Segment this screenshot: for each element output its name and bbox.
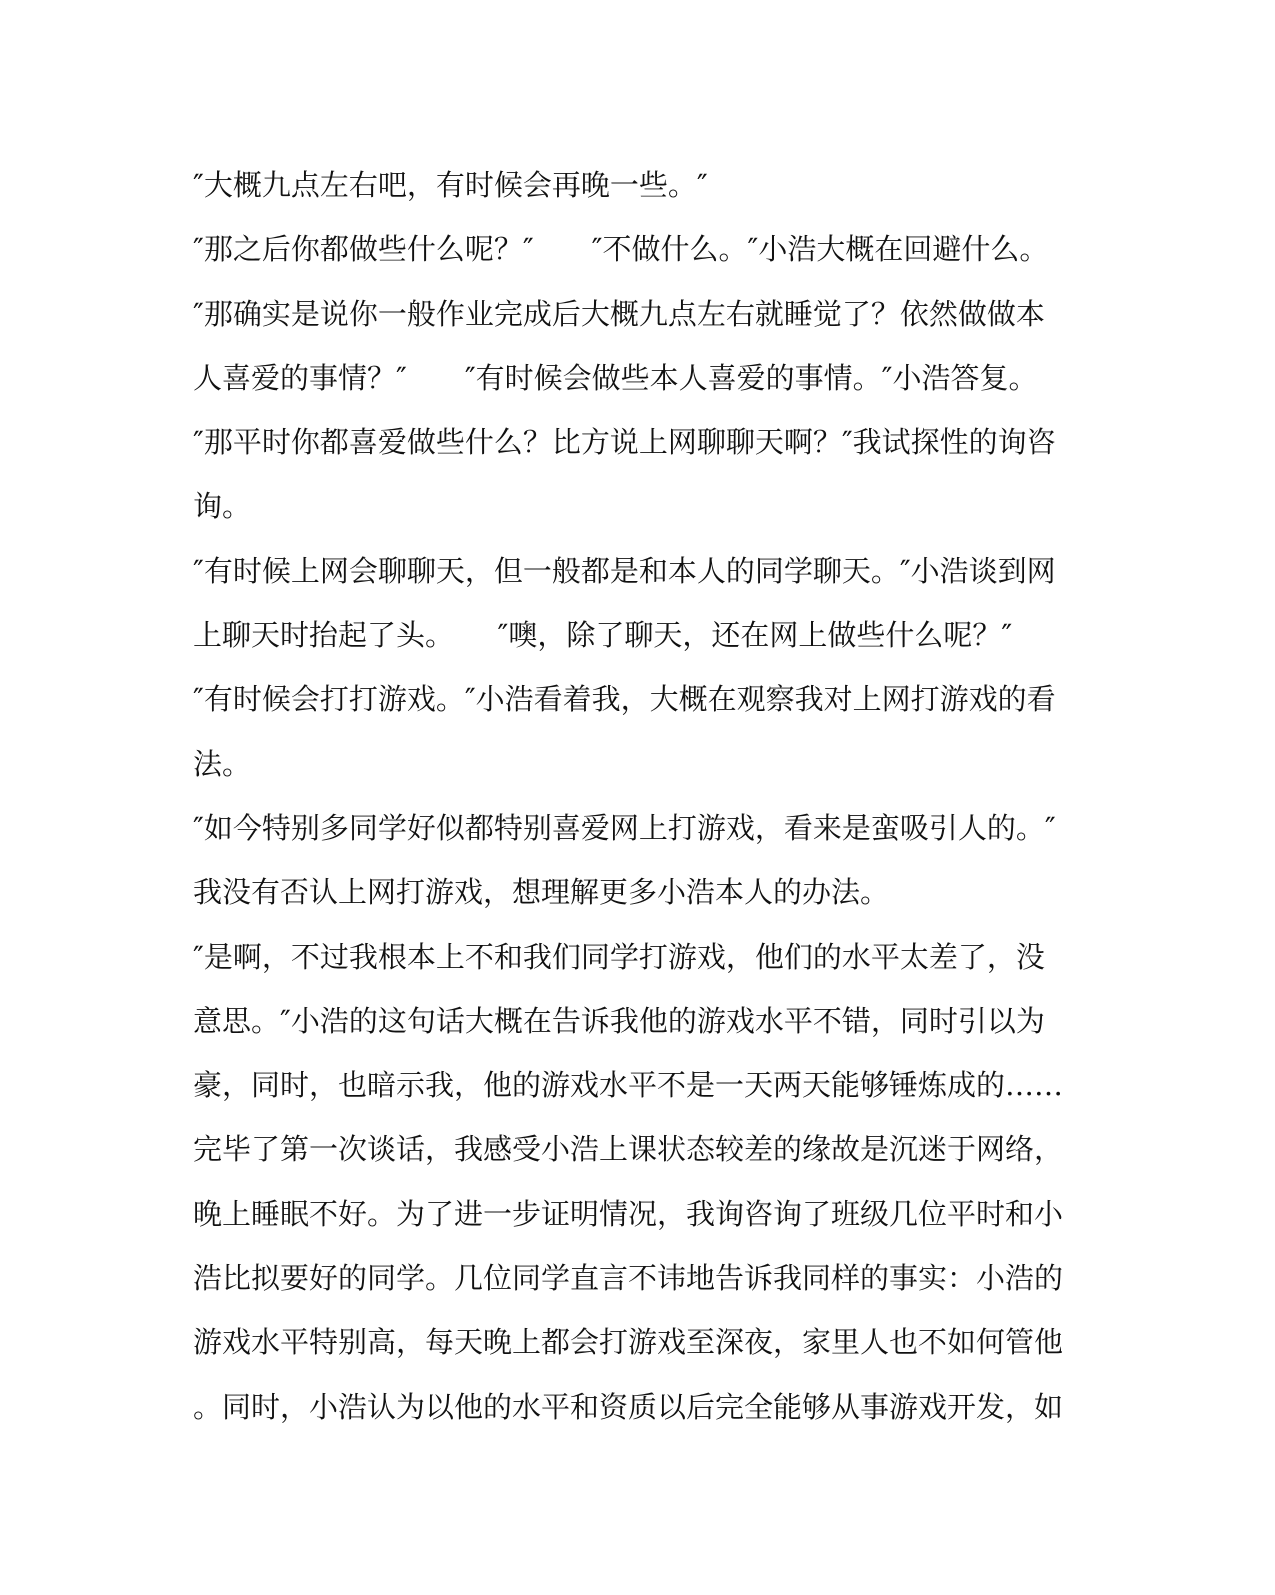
text-line-8: 上聊天时抬起了头。 ″噢，除了聊天，还在网上做些什么呢？″ <box>193 618 1013 653</box>
text-line-9: ″有时候会打打游戏。″小浩看着我，大概在观察我对上网打游戏的看 <box>193 682 1056 717</box>
text-line-18: 浩比拟要好的同学。几位同学直言不讳地告诉我同样的事实：小浩的 <box>193 1261 1063 1296</box>
text-line-13: ″是啊，不过我根本上不和我们同学打游戏，他们的水平太差了，没 <box>193 939 1045 974</box>
text-line-7: ″有时候上网会聊聊天，但一般都是和本人的同学聊天。″小浩谈到网 <box>193 553 1056 588</box>
text-line-20: 。同时，小浩认为以他的水平和资质以后完全能够从事游戏开发，如 <box>193 1389 1063 1424</box>
text-line-10: 法。 <box>193 746 252 781</box>
text-line-16: 完毕了第一次谈话，我感受小浩上课状态较差的缘故是沉迷于网络， <box>193 1132 1063 1167</box>
text-line-11: ″如今特别多同学好似都特别喜爱网上打游戏，看来是蛮吸引人的。″ <box>193 810 1056 845</box>
text-line-4: 人喜爱的事情？″ ″有时候会做些本人喜爱的事情。″小浩答复。 <box>193 360 1038 395</box>
text-line-12: 我没有否认上网打游戏，想理解更多小浩本人的办法。 <box>193 875 890 910</box>
body-text <box>193 153 1063 1439</box>
text-line-19: 游戏水平特别高，每天晚上都会打游戏至深夜，家里人也不如何管他 <box>193 1325 1063 1360</box>
text-line-14: 意思。″小浩的这句话大概在告诉我他的游戏水平不错，同时引以为 <box>193 1003 1045 1038</box>
text-line-2: ″那之后你都做些什么呢？″ ″不做什么。″小浩大概在回避什么。 <box>193 232 1049 267</box>
text-line-15: 豪，同时，也暗示我，他的游戏水平不是一天两天能够锤炼成的…… <box>193 1068 1063 1103</box>
text-line-1: ″大概九点左右吧，有时候会再晚一些。″ <box>193 168 708 202</box>
text-line-3: ″那确实是说你一般作业完成后大概九点左右就睡觉了？依然做做本 <box>193 296 1045 331</box>
text-line-17: 晚上睡眠不好。为了进一步证明情况，我询咨询了班级几位平时和小 <box>193 1196 1063 1231</box>
text-line-6: 询。 <box>193 489 252 524</box>
text-line-5: ″那平时你都喜爱做些什么？比方说上网聊聊天啊？″我试探性的询咨 <box>193 425 1056 460</box>
